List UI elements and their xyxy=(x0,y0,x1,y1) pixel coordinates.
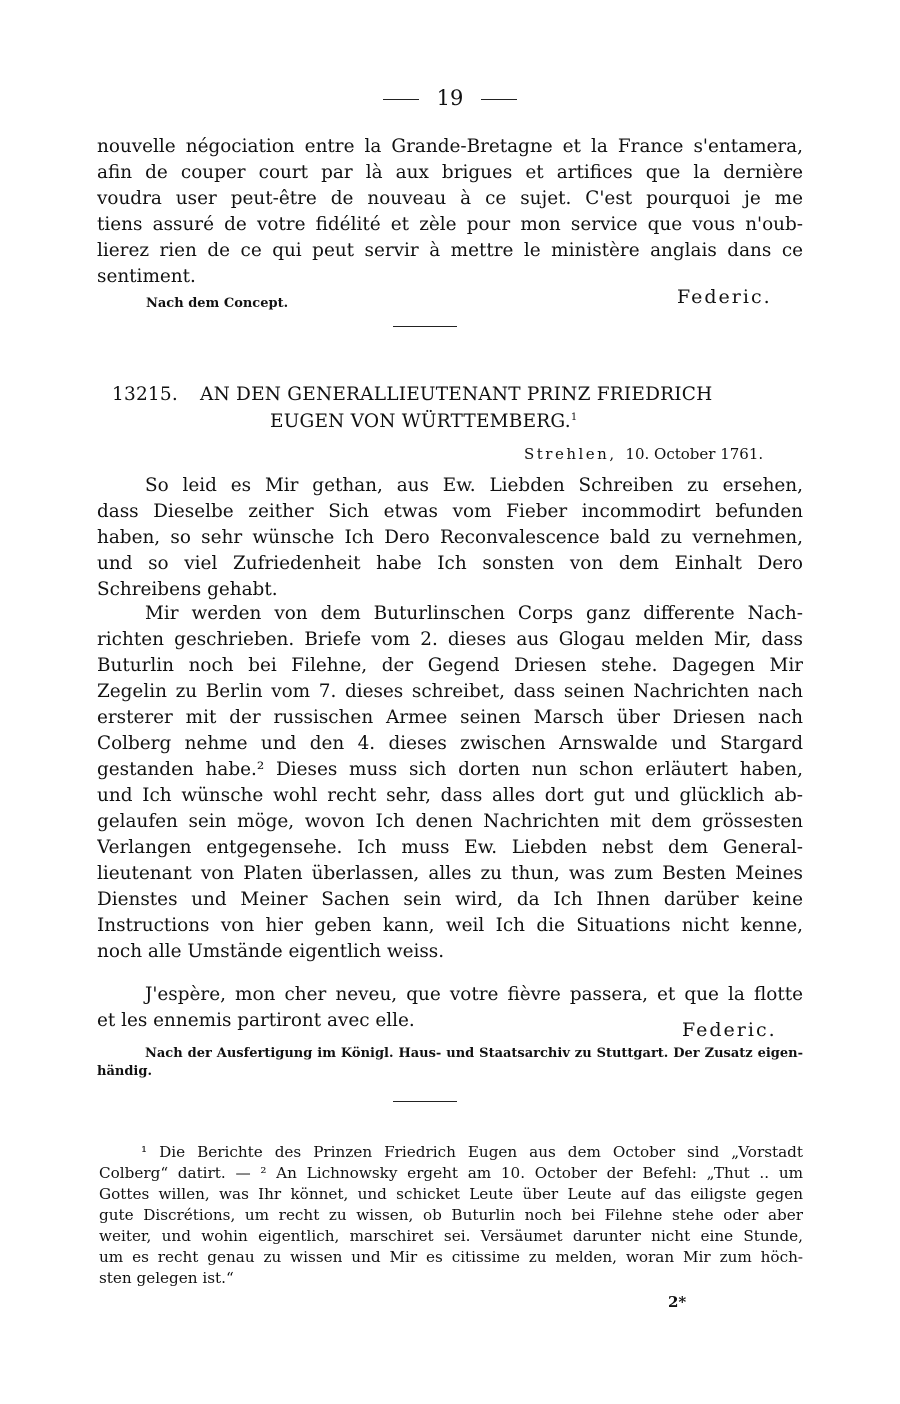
previous-letter-end xyxy=(97,134,803,290)
letter-heading-2 xyxy=(270,411,577,432)
heading-line-2: EUGEN VON WÜRTTEMBERG. xyxy=(270,411,571,432)
date: 10. October 1761. xyxy=(625,445,764,463)
text-line: et les ennemis partiront avec elle. xyxy=(97,1010,415,1031)
text-line: Instructions von hier geben kann, weil Ich die Situations nicht kenne, xyxy=(97,915,803,936)
letter-number: 13215. xyxy=(112,384,178,405)
text-line: Zegelin zu Berlin vom 7. dieses schreibet, dass seinen Nachrichten nach xyxy=(97,681,803,702)
page-number-rule-left xyxy=(383,99,419,100)
text-line: dass Dieselbe zeither Sich etwas vom Fieber incommodirt befunden xyxy=(97,501,803,522)
text-line: voudra user peut-être de nouveau à ce sujet. C'est pourquoi je me xyxy=(97,188,803,209)
footnote-line: gute Discrétions, um recht zu wissen, ob Buturlin noch bei Filehne stehe oder aber xyxy=(99,1206,803,1224)
source-note xyxy=(97,1045,803,1081)
text-line: und Ich wünsche wohl recht sehr, dass alles dort gut und glücklich ab- xyxy=(97,785,803,806)
text-line: afin de couper court par là aux brigues et artifices que la dernière xyxy=(97,162,803,183)
text-line: händig. xyxy=(97,1064,152,1079)
text-line: Buturlin noch bei Filehne, der Gegend Driesen stehe. Dagegen Mir xyxy=(97,655,803,676)
page-number: 19 xyxy=(0,86,900,110)
text-line: lierez rien de ce qui peut servir à mettre le ministère anglais dans ce xyxy=(97,240,803,261)
text-line: gelaufen sein möge, wovon Ich denen Nachrichten mit dem grössesten xyxy=(97,811,803,832)
paragraph-1 xyxy=(97,473,803,603)
footnote-line: Colberg“ datirt. — ² An Lichnowsky ergeht am 10. October der Befehl: „Thut .. um xyxy=(99,1164,803,1182)
signature-mark: 2* xyxy=(668,1293,687,1311)
letter-dateline xyxy=(524,445,763,463)
text-line: Mir werden von dem Buturlinschen Corps ganz differente Nach- xyxy=(145,603,803,624)
text-line: Dienstes und Meiner Sachen sein wird, da Ich Ihnen darüber keine xyxy=(97,889,803,910)
text-line: So leid es Mir gethan, aus Ew. Liebden Schreiben zu ersehen, xyxy=(145,475,803,496)
text-line: Verlangen entgegensehe. Ich muss Ew. Liebden nebst dem General- xyxy=(97,837,803,858)
section-divider xyxy=(393,326,457,327)
footnote-line: ¹ Die Berichte des Prinzen Friedrich Eugen aus dem October sind „Vorstadt xyxy=(141,1143,803,1161)
text-line: und so viel Zufriedenheit habe Ich sonsten von dem Einhalt Dero xyxy=(97,553,803,574)
footnote-divider xyxy=(393,1101,457,1102)
source-note: Nach dem Concept. xyxy=(146,296,289,311)
text-line: tiens assuré de votre fidélité et zèle pour mon service que vous n'oub- xyxy=(97,214,803,235)
text-line: noch alle Umstände eigentlich weiss. xyxy=(97,941,445,962)
page-number-rule-right xyxy=(481,99,517,100)
text-line: ersterer mit der russischen Armee seinen Marsch über Driesen nach xyxy=(97,707,803,728)
footnote-line: sten gelegen ist.“ xyxy=(99,1269,234,1287)
text-line: J'espère, mon cher neveu, que votre fièvre passera, et que la flotte xyxy=(145,984,803,1005)
footnote-ref: 1 xyxy=(570,411,578,423)
place: Strehlen, xyxy=(524,445,617,463)
text-line: nouvelle négociation entre la Grande-Bretagne et la France s'entamera, xyxy=(97,136,803,157)
footnotes xyxy=(99,1142,803,1289)
footnote-line: um es recht genau zu wissen und Mir es citissime zu melden, woran Mir zum höch- xyxy=(99,1248,803,1266)
text-line: haben, so sehr wünsche Ich Dero Reconvalescence bald zu vernehmen, xyxy=(97,527,803,548)
footnote-line: weiter, und wohin eigentlich, marschiret sei. Versäumet darunter nicht eine Stunde, xyxy=(99,1227,803,1245)
text-line: lieutenant von Platen überlassen, alles zu thun, was zum Besten Meines xyxy=(97,863,803,884)
letter-heading xyxy=(112,384,712,405)
text-line: Nach der Ausfertigung im Königl. Haus- und Staatsarchiv zu Stuttgart. Der Zusatz eigen- xyxy=(145,1046,803,1061)
signature: Federic. xyxy=(677,286,772,308)
text-line: richten geschrieben. Briefe vom 2. dieses aus Glogau melden Mir, dass xyxy=(97,629,803,650)
text-line: Schreibens gehabt. xyxy=(97,579,278,600)
paragraph-2 xyxy=(97,601,803,965)
text-line: gestanden habe.² Dieses muss sich dorten nun schon erläutert haben, xyxy=(97,759,803,780)
signature: Federic. xyxy=(682,1019,777,1041)
text-line: sentiment. xyxy=(97,266,196,287)
text-line: Colberg nehme und den 4. dieses zwischen Arnswalde und Stargard xyxy=(97,733,803,754)
footnote-line: Gottes willen, was Ihr könnet, und schicket Leute über Leute auf das eiligste gegen xyxy=(99,1185,803,1203)
heading-line-1: AN DEN GENERALLIEUTENANT PRINZ FRIEDRICH xyxy=(200,384,713,405)
